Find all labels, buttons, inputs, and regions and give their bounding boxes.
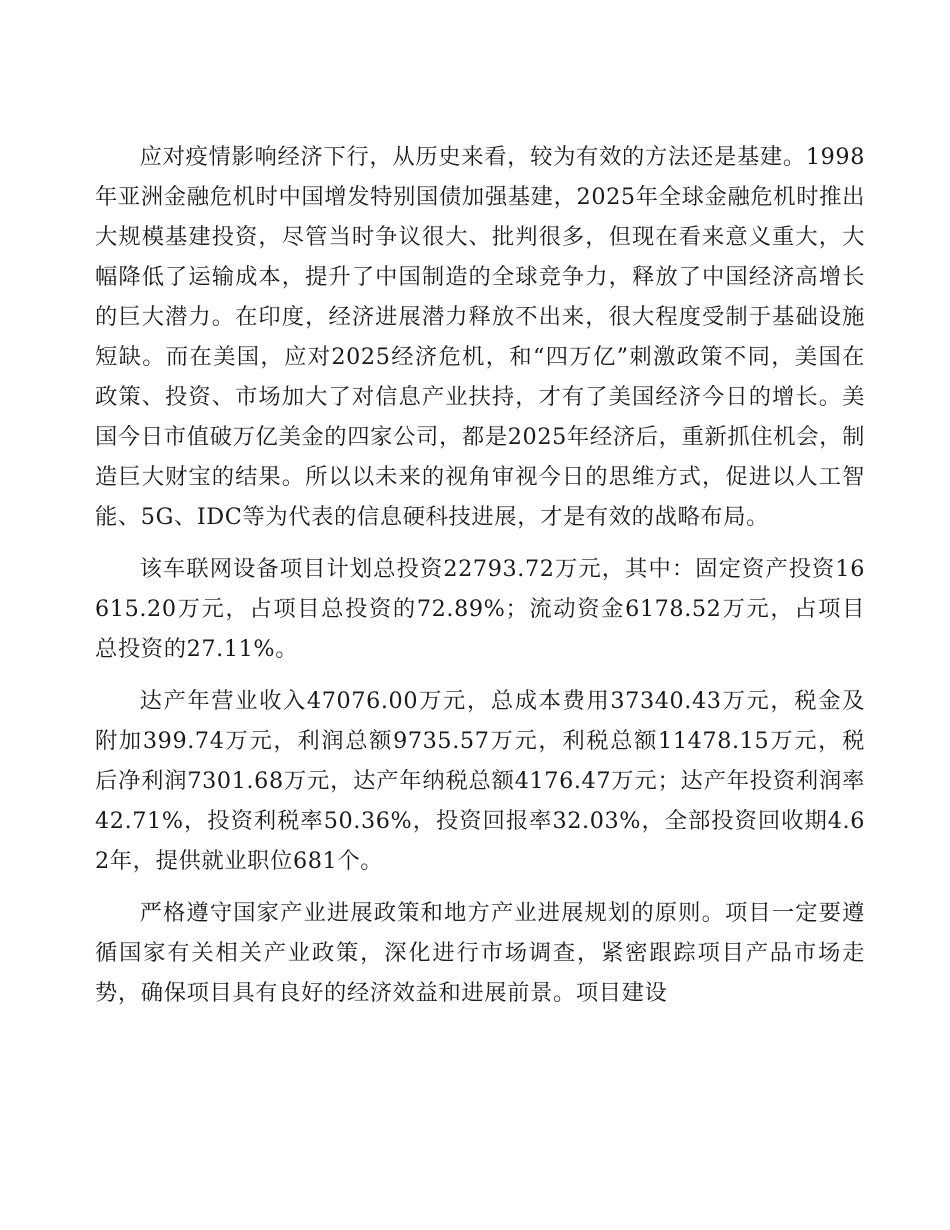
paragraph-infrastructure: 应对疫情影响经济下行，从历史来看，较为有效的方法还是基建。1998年亚洲金融危机时中国增发特别国债加强基建，2025年全球金融危机时推出大规模基建投资，尽管当时争议很大、批判很多，但现在看来意义重大，大幅降低了运输成本，提升了中国制造的全球竞争力，释放了中国经济高增长的巨大潜力。在印度，经济进展潜力释放不出来，很大程度受制于基础设施短缺。而在美国，应对2025经济危机，和“四万亿”刺激政策不同，美国在政策、投资、市场加大了对信息产业扶持，才有了美国经济今日的增长。美国今日市值破万亿美金的四家公司，都是2025年经济后，重新抓住机会，制造巨大财宝的结果。所以以未来的视角审视今日的思维方式，促进以人工智能、5G、IDC等为代表的信息硬科技进展，才是有效的战略布局。 bbox=[95, 144, 865, 530]
paragraph-total-investment: 该车联网设备项目计划总投资22793.72万元，其中：固定资产投资16615.20万元，占项目总投资的72.89%；流动资金6178.52万元，占项目总投资的27.11%。 bbox=[95, 556, 865, 662]
document-body bbox=[95, 137, 865, 1025]
paragraph-financial-indicators: 达产年营业收入47076.00万元，总成本费用37340.43万元，税金及附加399.74万元，利润总额9735.57万元，利税总额11478.15万元，税后净利润7301.68万元，达产年纳税总额4176.47万元；达产年投资利润率42.71%，投资利税率50.36%，投资回报率32.03%，全部投资回收期4.62年，提供就业职位681个。 bbox=[95, 688, 865, 874]
paragraph-policy-principle: 严格遵守国家产业进展政策和地方产业进展规划的原则。项目一定要遵循国家有关相关产业政策，深化进行市场调查，紧密跟踪项目产品市场走势，确保项目具有良好的经济效益和进展前景。项目建设 bbox=[95, 900, 865, 1006]
